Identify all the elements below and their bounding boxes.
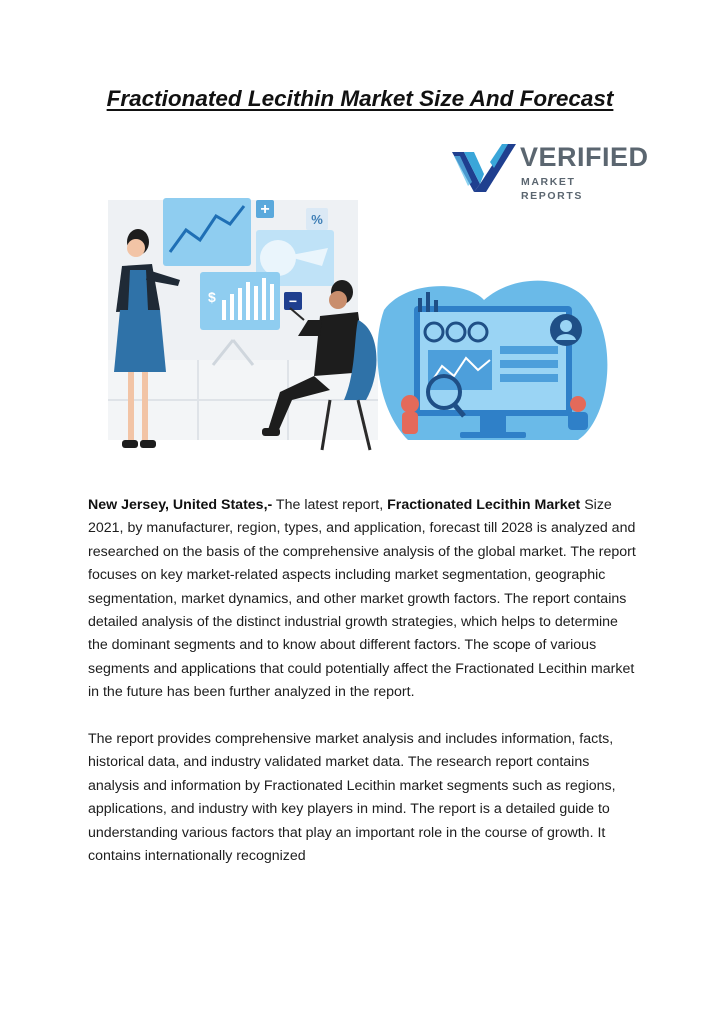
plus-icon: +	[260, 201, 270, 218]
paragraph-intro-text-a: The latest report,	[272, 497, 388, 513]
illustration-svg	[108, 160, 628, 470]
paragraph-intro	[88, 494, 636, 705]
percent-icon: %	[311, 212, 323, 227]
minus-icon: −	[288, 293, 298, 309]
pie-chart-icon	[260, 240, 296, 276]
article-body	[88, 494, 636, 892]
logo-sub-text: MARKET REPORTS	[521, 176, 583, 202]
hero-illustration	[108, 160, 628, 470]
report-name-bold: Fractionated Lecithin Market	[387, 497, 581, 513]
analytics-dashboard-scene	[377, 281, 607, 440]
logo-brand-text: VERIFIED	[520, 142, 649, 172]
dollar-icon: $	[208, 289, 216, 305]
location-lead: New Jersey, United States,-	[88, 497, 273, 513]
paragraph-second: The report provides comprehensive market analysis and includes information, facts, historical data, and industry validated market data. The research report contains analysis and information by Fractionated Lecithin market segments such as regions, applications, and industry with key players in mind. The report is a detailed guide to understanding various factors that play an important role in the course of growth. It contains internationally recognized	[88, 731, 616, 865]
page-title: Fractionated Lecithin Market Size And Forecast	[106, 86, 614, 111]
paragraph-intro-text-c: Size 2021, by manufacturer, region, types, and application, forecast till 2028 is analyzed and researched on the basis of the comprehensive analysis of the global market. The report focuses on key market-related aspects including market segmentation, geographic segmentation, market dynamics, and other market growth factors. The report contains detailed analysis of the distinct industrial growth strategies, which helps to determine the dominant segments and to know about different factors. The scope of various segments and applications that could potentially affect the Fractionated Lecithin market in the future has been further analyzed in the report.	[88, 497, 636, 701]
